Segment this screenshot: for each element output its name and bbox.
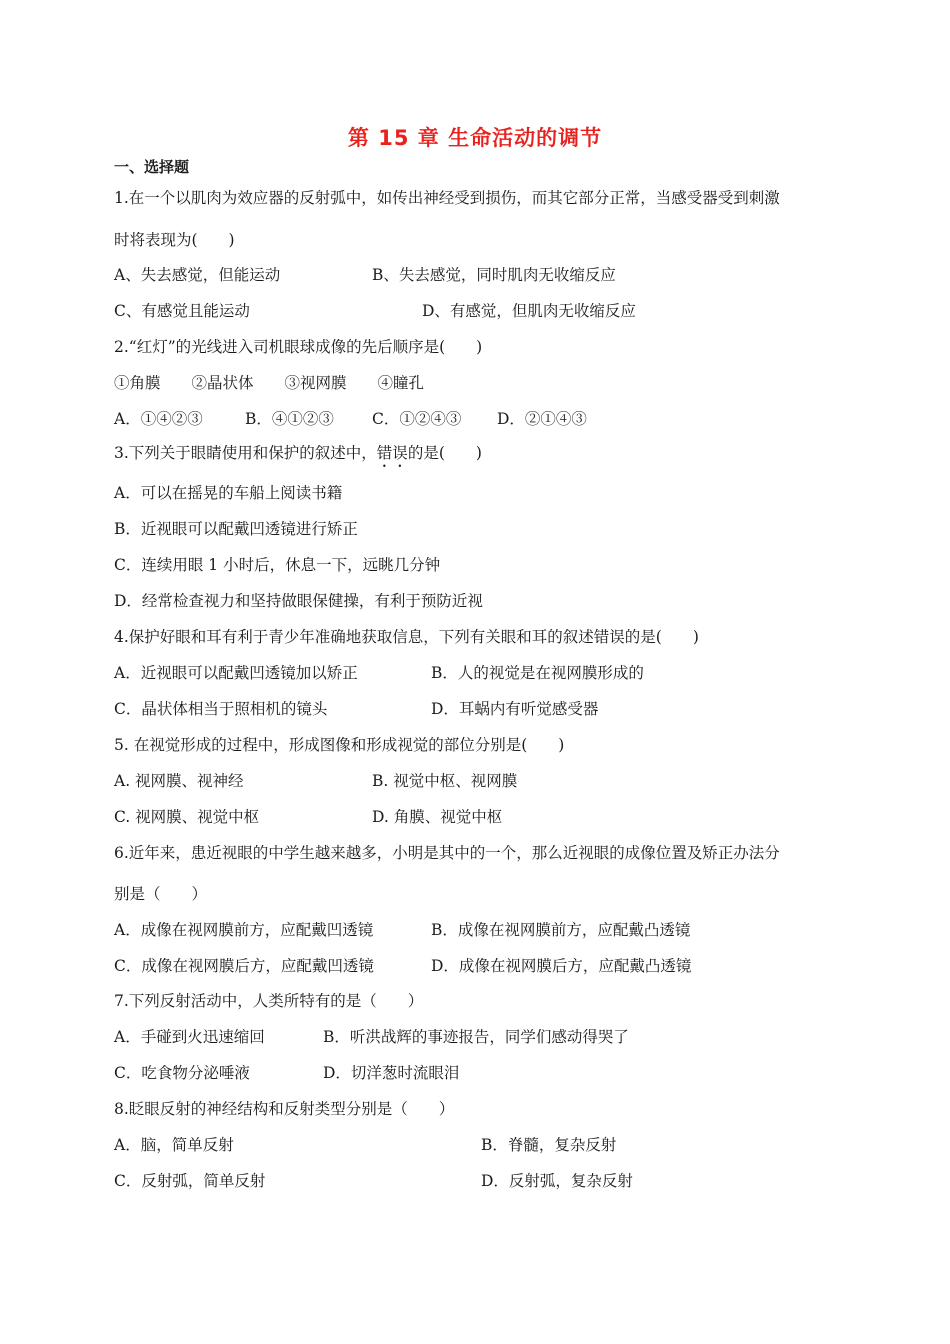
question-8-option-c: C．反射弧，简单反射	[114, 1172, 266, 1190]
question-2-stem: 2.“红灯”的光线进入司机眼球成像的先后顺序是( )	[114, 338, 483, 356]
question-4-option-c: C．晶状体相当于照相机的镜头	[114, 700, 328, 718]
question-6-option-a: A．成像在视网膜前方，应配戴凹透镜	[114, 921, 374, 939]
question-1-option-b: B、失去感觉，同时肌肉无收缩反应	[372, 266, 616, 284]
question-2-option-b: B．④①②③	[245, 410, 334, 428]
question-6-option-b: B．成像在视网膜前方，应配戴凸透镜	[431, 921, 691, 939]
question-1-stem-line1: 1.在一个以肌肉为效应器的反射弧中，如传出神经受到损伤，而其它部分正常，当感受器受到刺激	[114, 189, 780, 207]
question-8-option-d: D．反射弧，复杂反射	[481, 1172, 633, 1190]
question-3-option-b: B．近视眼可以配戴凹透镜进行矫正	[114, 520, 358, 538]
question-3-stem-emphasis: 错误	[376, 444, 408, 462]
question-6-stem-line1: 6.近年来，患近视眼的中学生越来越多，小明是其中的一个，那么近视眼的成像位置及矫正办法分	[114, 844, 780, 862]
question-3-stem	[114, 443, 482, 471]
question-7-option-d: D．切洋葱时流眼泪	[323, 1064, 460, 1082]
question-8-option-b: B．脊髓，复杂反射	[481, 1136, 617, 1154]
question-6-option-d: D．成像在视网膜后方，应配戴凸透镜	[431, 957, 692, 975]
question-1-option-a: A、失去感觉，但能运动	[114, 266, 281, 284]
question-7-option-c: C．吃食物分泌唾液	[114, 1064, 250, 1082]
question-5-option-d: D. 角膜、视觉中枢	[372, 808, 503, 826]
question-3-stem-pre: 3.下列关于眼睛使用和保护的叙述中，	[114, 444, 377, 462]
question-1-option-d: D、有感觉，但肌肉无收缩反应	[422, 302, 636, 320]
question-1-option-c: C、有感觉且能运动	[114, 302, 250, 320]
question-4-option-d: D．耳蜗内有听觉感受器	[431, 700, 599, 718]
question-3-option-c: C．连续用眼 1 小时后，休息一下，远眺几分钟	[114, 556, 441, 574]
question-6-option-c: C．成像在视网膜后方，应配戴凹透镜	[114, 957, 374, 975]
page-title: 第 15 章 生命活动的调节	[347, 126, 603, 150]
question-2-option-a: A．①④②③	[114, 410, 203, 428]
question-1-stem-line2: 时将表现为( )	[114, 231, 235, 249]
question-5-option-b: B. 视觉中枢、视网膜	[372, 772, 518, 790]
question-7-option-a: A．手碰到火迅速缩回	[114, 1028, 265, 1046]
question-3-option-d: D．经常检查视力和坚持做眼保健操，有利于预防近视	[114, 592, 483, 610]
question-3-stem-post: 的是( )	[407, 444, 482, 462]
question-2-items: ①角膜 ②晶状体 ③视网膜 ④瞳孔	[114, 374, 425, 392]
question-4-option-b: B．人的视觉是在视网膜形成的	[431, 664, 644, 682]
question-6-stem-line2: 别是（ ）	[114, 885, 208, 903]
question-5-option-c: C. 视网膜、视觉中枢	[114, 808, 260, 826]
question-2-option-c: C．①②④③	[372, 410, 462, 428]
section-heading: 一、选择题	[114, 158, 190, 176]
question-7-option-b: B．听洪战辉的事迹报告，同学们感动得哭了	[323, 1028, 629, 1046]
question-4-stem: 4.保护好眼和耳有利于青少年准确地获取信息，下列有关眼和耳的叙述错误的是( )	[114, 628, 699, 646]
question-5-stem: 5. 在视觉形成的过程中，形成图像和形成视觉的部位分别是( )	[114, 736, 565, 754]
question-3-option-a: A．可以在摇晃的车船上阅读书籍	[114, 484, 343, 502]
question-8-option-a: A．脑，简单反射	[114, 1136, 234, 1154]
question-4-option-a: A．近视眼可以配戴凹透镜加以矫正	[114, 664, 358, 682]
question-8-stem: 8.眨眼反射的神经结构和反射类型分别是（ ）	[114, 1100, 455, 1118]
question-5-option-a: A. 视网膜、视神经	[114, 772, 244, 790]
question-7-stem: 7.下列反射活动中，人类所特有的是（ ）	[114, 992, 424, 1010]
question-2-option-d: D．②①④③	[497, 410, 587, 428]
